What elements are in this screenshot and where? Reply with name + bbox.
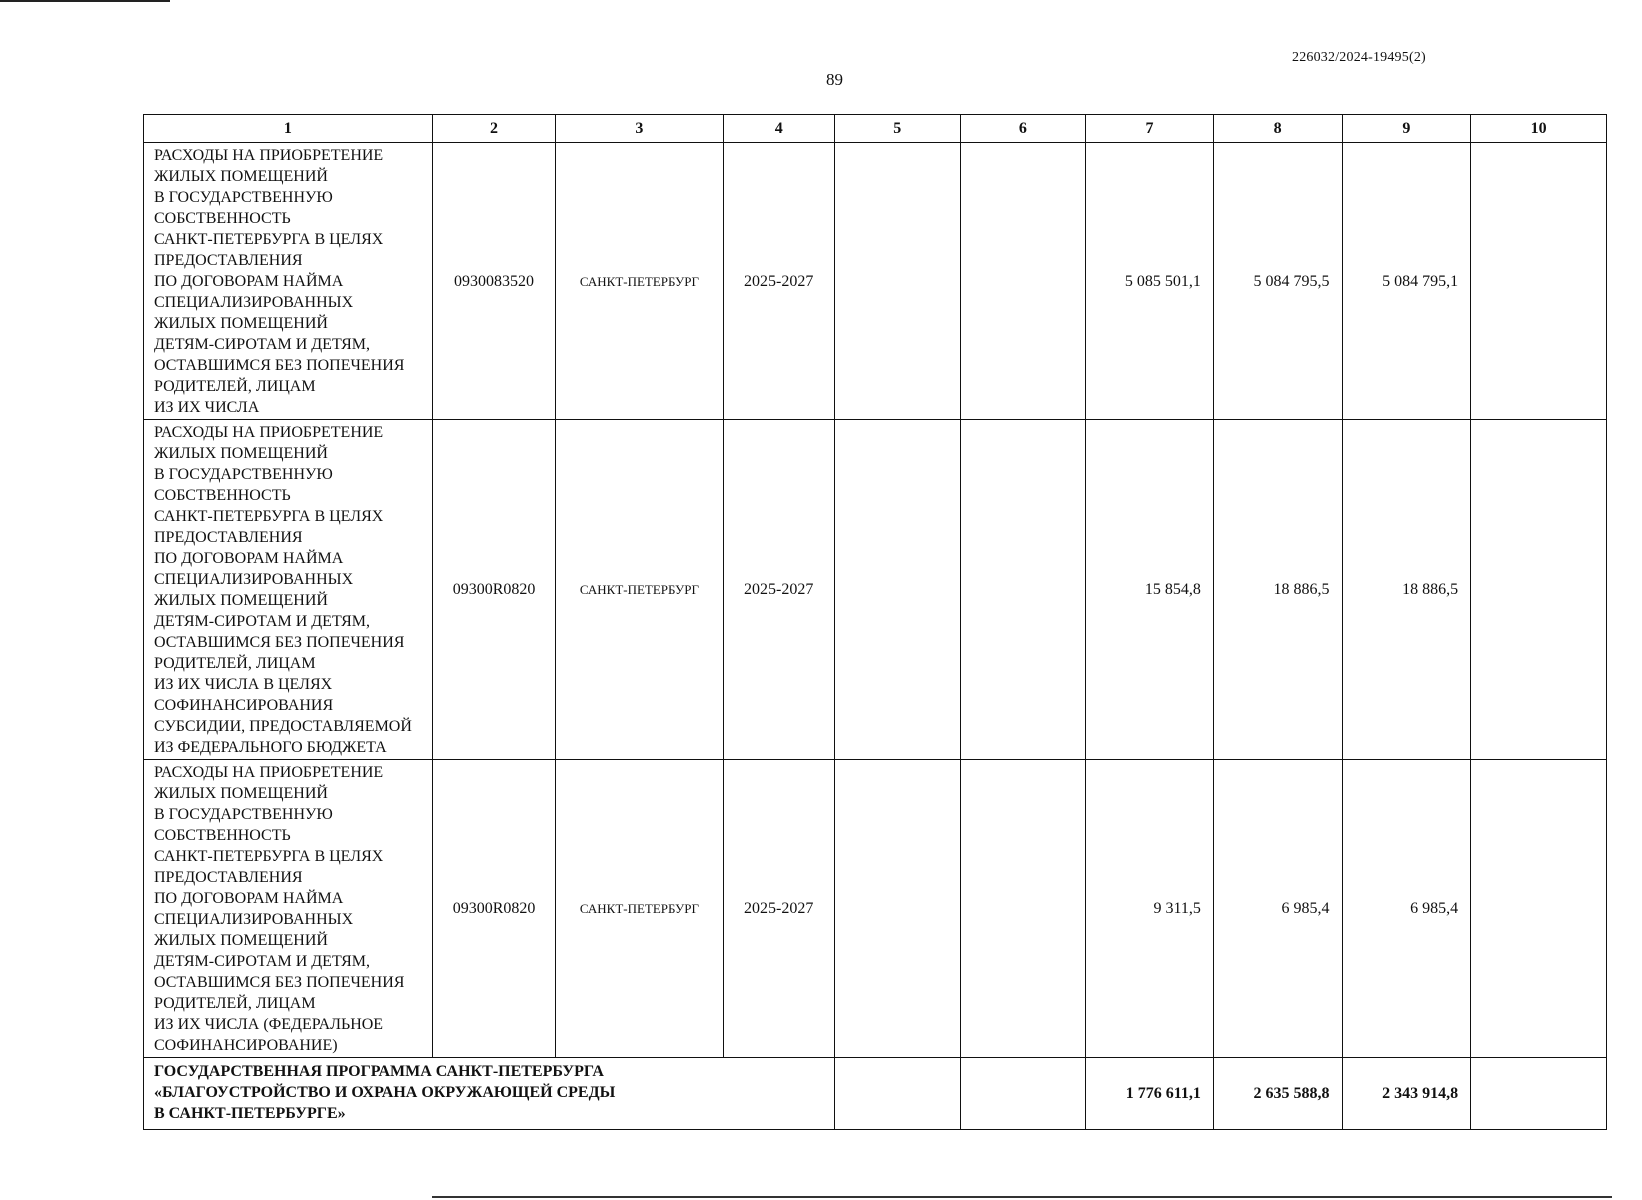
col6-cell <box>960 1058 1086 1130</box>
budget-code: 09300R0820 <box>432 420 556 760</box>
column-header: 7 <box>1086 115 1214 143</box>
budget-code: 09300R0820 <box>432 760 556 1058</box>
budget-table <box>143 114 1607 1130</box>
column-number-row <box>144 115 1607 143</box>
col10-cell <box>1471 1058 1607 1130</box>
col10-cell <box>1471 420 1607 760</box>
page-number: 89 <box>826 70 843 89</box>
amount-col7: 9 311,5 <box>1086 760 1214 1058</box>
col10-cell <box>1471 760 1607 1058</box>
col10-cell <box>1471 143 1607 420</box>
expense-name: РАСХОДЫ НА ПРИОБРЕТЕНИЕ ЖИЛЫХ ПОМЕЩЕНИЙ В ГОСУДАРСТВЕННУЮ СОБСТВЕННОСТЬ САНКТ-ПЕТЕРБУРГА В ЦЕЛЯХ ПРЕДОСТАВЛЕНИЯ ПО ДОГОВОРАМ НАЙМА СПЕЦИАЛИЗИРОВАННЫХ ЖИЛЫХ ПОМЕЩЕНИЙ ДЕТЯМ-СИРОТАМ И ДЕТЯМ, ОСТАВШИМСЯ БЕЗ ПОПЕЧЕНИЯ РОДИТЕЛЕЙ, ЛИЦАМ ИЗ ИХ ЧИСЛА В ЦЕЛЯХ СОФИНАНСИРОВАНИЯ СУБСИДИИ, ПРЕДОСТАВЛЯЕМОЙ ИЗ ФЕДЕРАЛЬНОГО БЮДЖЕТА <box>144 420 433 760</box>
amount-col8: 18 886,5 <box>1213 420 1342 760</box>
col6-cell <box>960 420 1086 760</box>
location: САНКТ-ПЕТЕРБУРГ <box>556 143 723 420</box>
amount-col9: 5 084 795,1 <box>1342 143 1471 420</box>
table-row <box>144 420 1607 760</box>
column-header: 6 <box>960 115 1086 143</box>
budget-code: 0930083520 <box>432 143 556 420</box>
amount-col8: 5 084 795,5 <box>1213 143 1342 420</box>
col5-cell <box>834 1058 960 1130</box>
column-header: 10 <box>1471 115 1607 143</box>
column-header: 9 <box>1342 115 1471 143</box>
column-header: 8 <box>1213 115 1342 143</box>
column-header: 5 <box>834 115 960 143</box>
top-scan-rule <box>0 0 170 2</box>
total-col7: 1 776 611,1 <box>1086 1058 1214 1130</box>
bottom-scan-rule <box>432 1196 1612 1198</box>
expense-name: РАСХОДЫ НА ПРИОБРЕТЕНИЕ ЖИЛЫХ ПОМЕЩЕНИЙ В ГОСУДАРСТВЕННУЮ СОБСТВЕННОСТЬ САНКТ-ПЕТЕРБУРГА В ЦЕЛЯХ ПРЕДОСТАВЛЕНИЯ ПО ДОГОВОРАМ НАЙМА СПЕЦИАЛИЗИРОВАННЫХ ЖИЛЫХ ПОМЕЩЕНИЙ ДЕТЯМ-СИРОТАМ И ДЕТЯМ, ОСТАВШИМСЯ БЕЗ ПОПЕЧЕНИЯ РОДИТЕЛЕЙ, ЛИЦАМ ИЗ ИХ ЧИСЛА <box>144 143 433 420</box>
column-header: 2 <box>432 115 556 143</box>
program-name: ГОСУДАРСТВЕННАЯ ПРОГРАММА САНКТ-ПЕТЕРБУРГА «БЛАГОУСТРОЙСТВО И ОХРАНА ОКРУЖАЮЩЕЙ СРЕДЫ В САНКТ-ПЕТЕРБУРГЕ» <box>144 1058 835 1130</box>
expense-name: РАСХОДЫ НА ПРИОБРЕТЕНИЕ ЖИЛЫХ ПОМЕЩЕНИЙ В ГОСУДАРСТВЕННУЮ СОБСТВЕННОСТЬ САНКТ-ПЕТЕРБУРГА В ЦЕЛЯХ ПРЕДОСТАВЛЕНИЯ ПО ДОГОВОРАМ НАЙМА СПЕЦИАЛИЗИРОВАННЫХ ЖИЛЫХ ПОМЕЩЕНИЙ ДЕТЯМ-СИРОТАМ И ДЕТЯМ, ОСТАВШИМСЯ БЕЗ ПОПЕЧЕНИЯ РОДИТЕЛЕЙ, ЛИЦАМ ИЗ ИХ ЧИСЛА (ФЕДЕРАЛЬНОЕ СОФИНАНСИРОВАНИЕ) <box>144 760 433 1058</box>
column-header: 4 <box>723 115 834 143</box>
col5-cell <box>834 420 960 760</box>
period: 2025-2027 <box>723 420 834 760</box>
table-row <box>144 143 1607 420</box>
amount-col9: 18 886,5 <box>1342 420 1471 760</box>
period: 2025-2027 <box>723 143 834 420</box>
col6-cell <box>960 760 1086 1058</box>
location: САНКТ-ПЕТЕРБУРГ <box>556 420 723 760</box>
col5-cell <box>834 760 960 1058</box>
amount-col7: 15 854,8 <box>1086 420 1214 760</box>
col5-cell <box>834 143 960 420</box>
total-col8: 2 635 588,8 <box>1213 1058 1342 1130</box>
amount-col8: 6 985,4 <box>1213 760 1342 1058</box>
column-header: 3 <box>556 115 723 143</box>
program-total-row <box>144 1058 1607 1130</box>
document-number: 226032/2024-19495(2) <box>1292 50 1426 65</box>
column-header: 1 <box>144 115 433 143</box>
amount-col7: 5 085 501,1 <box>1086 143 1214 420</box>
total-col9: 2 343 914,8 <box>1342 1058 1471 1130</box>
amount-col9: 6 985,4 <box>1342 760 1471 1058</box>
col6-cell <box>960 143 1086 420</box>
location: САНКТ-ПЕТЕРБУРГ <box>556 760 723 1058</box>
period: 2025-2027 <box>723 760 834 1058</box>
table-row <box>144 760 1607 1058</box>
